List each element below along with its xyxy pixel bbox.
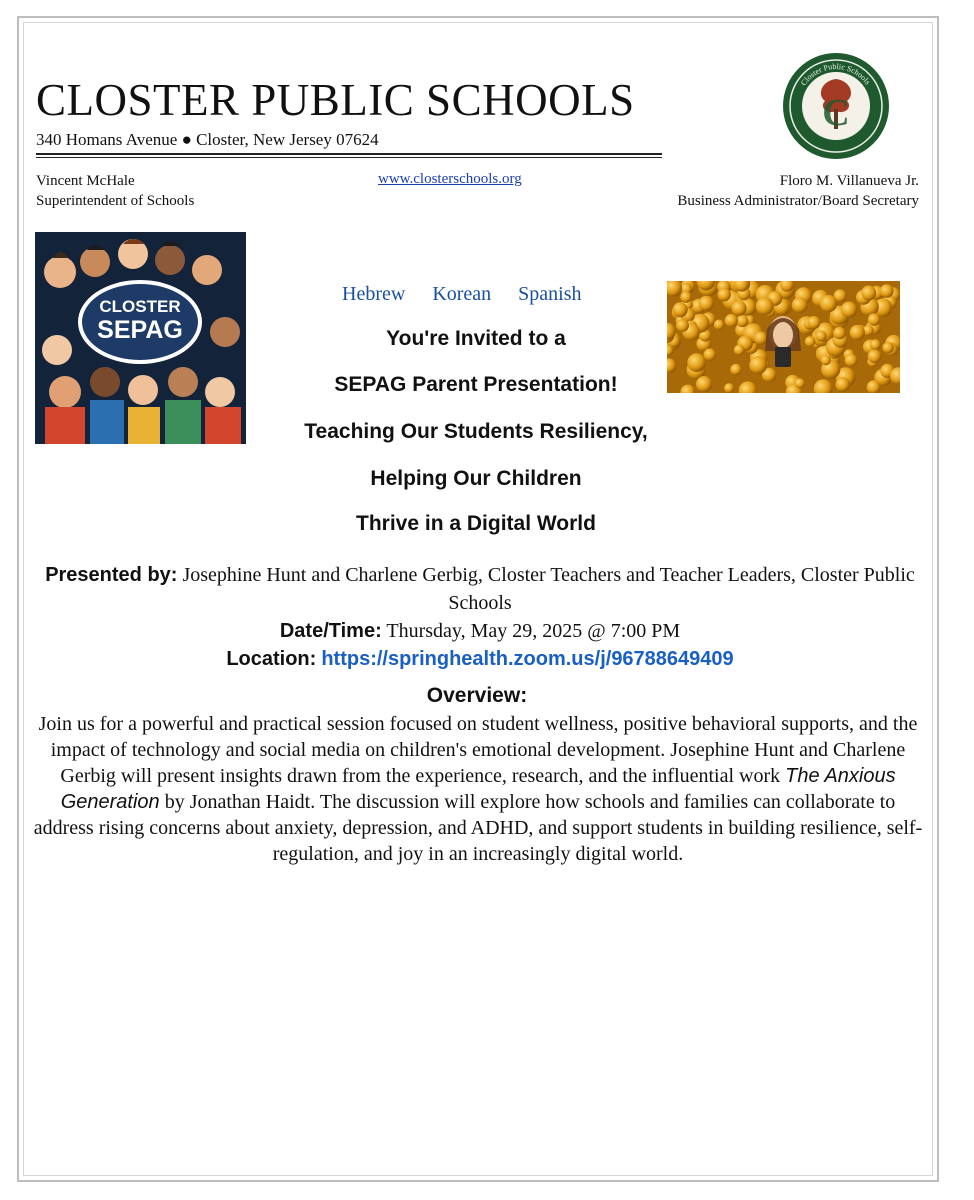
ball-decor [687,353,706,372]
school-address: 340 Homans Avenue ● Closter, New Jersey 07624 [36,130,379,149]
ball-decor [870,339,881,350]
ball-decor [816,331,827,342]
headline-topic-2: Helping Our Children [370,467,582,490]
ball-decor [807,316,820,329]
ball-decor [756,297,774,315]
svg-text:Closter Public Schools: Closter Public Schools [799,61,873,88]
ball-decor [805,336,816,347]
ball-decor [845,354,858,367]
ball-decor [725,314,738,327]
headline-invite: You're Invited to a [386,327,566,350]
ball-decor [850,325,865,340]
ball-decor [718,288,731,301]
ball-decor [821,355,831,365]
headline-presentation: SEPAG Parent Presentation! [334,373,618,396]
ball-decor [680,291,691,302]
ball-decor [792,297,808,313]
ball-decor [673,302,688,317]
sepag-logo-word1: CLOSTER [99,297,181,316]
school-seal-icon [781,51,891,161]
ball-decor [754,331,767,344]
overview-text-after: by Jonathan Haidt. The discussion will explore how schools and families can collaborate to address rising concerns about anxiety, depression, and ADHD, and support students in building resilience, self-regulation, and joy in an increasingly digital world. [33,791,923,865]
ball-decor [861,286,876,301]
ball-decor [868,350,882,364]
datetime-value: Thursday, May 29, 2025 @ 7:00 PM [381,620,681,642]
presented-by-value: Josephine Hunt and Charlene Gerbig, Closter Teachers and Teacher Leaders, Closter Public Schools [177,564,915,614]
ball-decor [795,378,805,388]
letterhead-rule-thin [36,157,662,158]
ball-decor [836,377,850,391]
ball-decor [868,313,880,325]
ball-decor [699,296,714,311]
datetime-label: Date/Time: [279,620,382,642]
ball-decor [880,284,894,298]
ball-decor [882,342,893,353]
overview-body [32,711,924,867]
location-line [40,645,920,673]
ball-decor [833,327,846,340]
ball-decor [820,295,837,312]
svg-text:C: C [822,92,850,134]
administrator-name: Floro M. Villanueva Jr. [779,173,919,189]
language-links [342,283,604,306]
ball-decor [749,356,767,374]
overview-text-before: Join us for a powerful and practical session focused on student wellness, positive behavioral supports, and the impact of technology and social media on children's emotional development. Josephine Hunt and Charlene Gerbig will present insights drawn from the experience, research, and the influential work [38,713,918,787]
presented-by-label: Presented by: [45,564,178,586]
datetime-line [40,617,920,645]
superintendent-name: Vincent McHale [36,173,135,189]
ball-decor [731,301,746,316]
sepag-logo-word2: SEPAG [97,316,183,344]
superintendent-title: Superintendent of Schools [36,193,195,209]
overview-book-title: The Anxious Generation [60,765,896,813]
overview-title: Overview: [426,684,528,707]
event-details [40,561,920,673]
headline-topic-3: Thrive in a Digital World [356,512,596,535]
administrator-block [677,171,919,211]
language-link-hebrew[interactable]: Hebrew [342,283,406,305]
ball-decor [841,302,857,318]
location-label: Location: [226,648,317,670]
language-link-spanish[interactable]: Spanish [518,283,582,305]
headline-topic-1: Teaching Our Students Resiliency, [304,420,648,443]
presented-by-line [40,561,920,617]
administrator-title: Business Administrator/Board Secretary [677,193,919,209]
language-link-korean[interactable]: Korean [432,283,492,305]
letterhead-rule [36,153,662,155]
ball-decor [736,315,748,327]
location-zoom-link[interactable]: https://springhealth.zoom.us/j/96788649409 [321,648,734,670]
website-link[interactable]: www.closterschools.org [378,171,522,187]
school-name: CLOSTER PUBLIC SCHOOLS [36,75,635,125]
superintendent-block [36,171,194,211]
